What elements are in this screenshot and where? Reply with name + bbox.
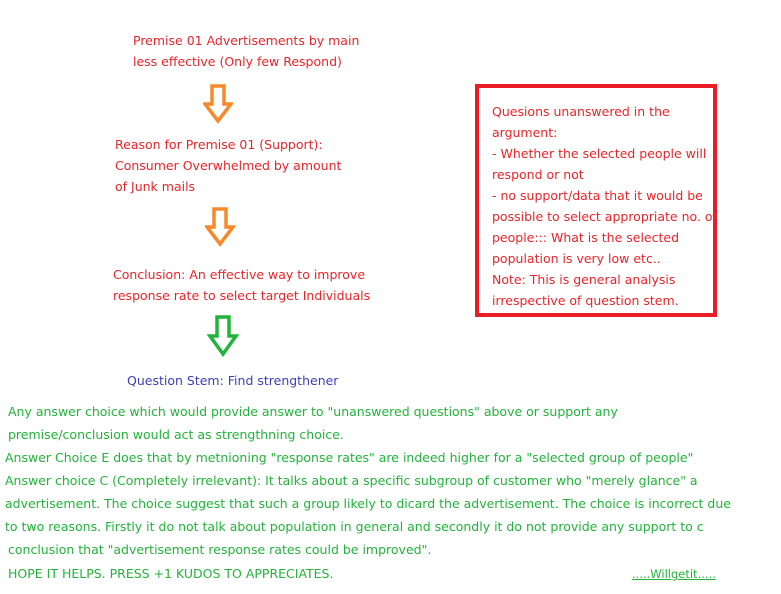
down-arrow-icon — [207, 315, 239, 357]
down-arrow-icon — [205, 207, 235, 247]
closing-line: HOPE IT HELPS. PRESS +1 KUDOS TO APPRECIATES. — [8, 566, 334, 581]
unanswered-line: Note: This is general analysis — [492, 272, 676, 287]
conclusion-text — [113, 264, 370, 306]
unanswered-line: possible to select appropriate no. of — [492, 209, 717, 224]
analysis-line: to two reasons. Firstly it do not talk about population in general and secondly it do not provide any support to c — [5, 519, 704, 534]
down-arrow-icon — [203, 84, 233, 124]
analysis-line: advertisement. The choice suggest that such a group likely to dicard the advertisement. The choice is incorrect due — [5, 496, 731, 511]
unanswered-line: people::: What is the selected — [492, 230, 680, 245]
unanswered-line: - Whether the selected people will — [492, 146, 707, 161]
unanswered-questions-text — [492, 101, 717, 311]
analysis-line: conclusion that "advertisement response rates could be improved". — [8, 542, 432, 557]
unanswered-line: respond or not — [492, 167, 584, 182]
unanswered-line: Quesions unanswered in the — [492, 104, 670, 119]
reason-line: of Junk mails — [115, 179, 196, 194]
premise-text — [133, 30, 359, 72]
premise-line: Premise 01 Advertisements by main — [133, 33, 360, 48]
analysis-line: Any answer choice which would provide answer to "unanswered questions" above or support any — [8, 404, 618, 419]
unanswered-line: population is very low etc.. — [492, 251, 661, 266]
signature: .....Willgetit..... — [632, 567, 716, 581]
unanswered-line: irrespective of question stem. — [492, 293, 679, 308]
conclusion-line: Conclusion: An effective way to improve — [113, 267, 366, 282]
reason-text — [115, 134, 341, 197]
analysis-line: Answer choice C (Completely irrelevant): It talks about a specific subgroup of customer who "merely glance" a — [5, 473, 698, 488]
reason-line: Consumer Overwhelmed by amount — [115, 158, 342, 173]
analysis-line: Answer Choice E does that by metnioning "response rates" are indeed higher for a "selected group of people" — [5, 450, 694, 465]
unanswered-line: argument: — [492, 125, 558, 140]
analysis-line: premise/conclusion would act as strengthning choice. — [8, 427, 344, 442]
conclusion-line: response rate to select target Individuals — [113, 288, 371, 303]
question-stem: Question Stem: Find strengthener — [127, 373, 339, 388]
reason-line: Reason for Premise 01 (Support): — [115, 137, 323, 152]
premise-line: less effective (Only few Respond) — [133, 54, 342, 69]
unanswered-line: - no support/data that it would be — [492, 188, 703, 203]
